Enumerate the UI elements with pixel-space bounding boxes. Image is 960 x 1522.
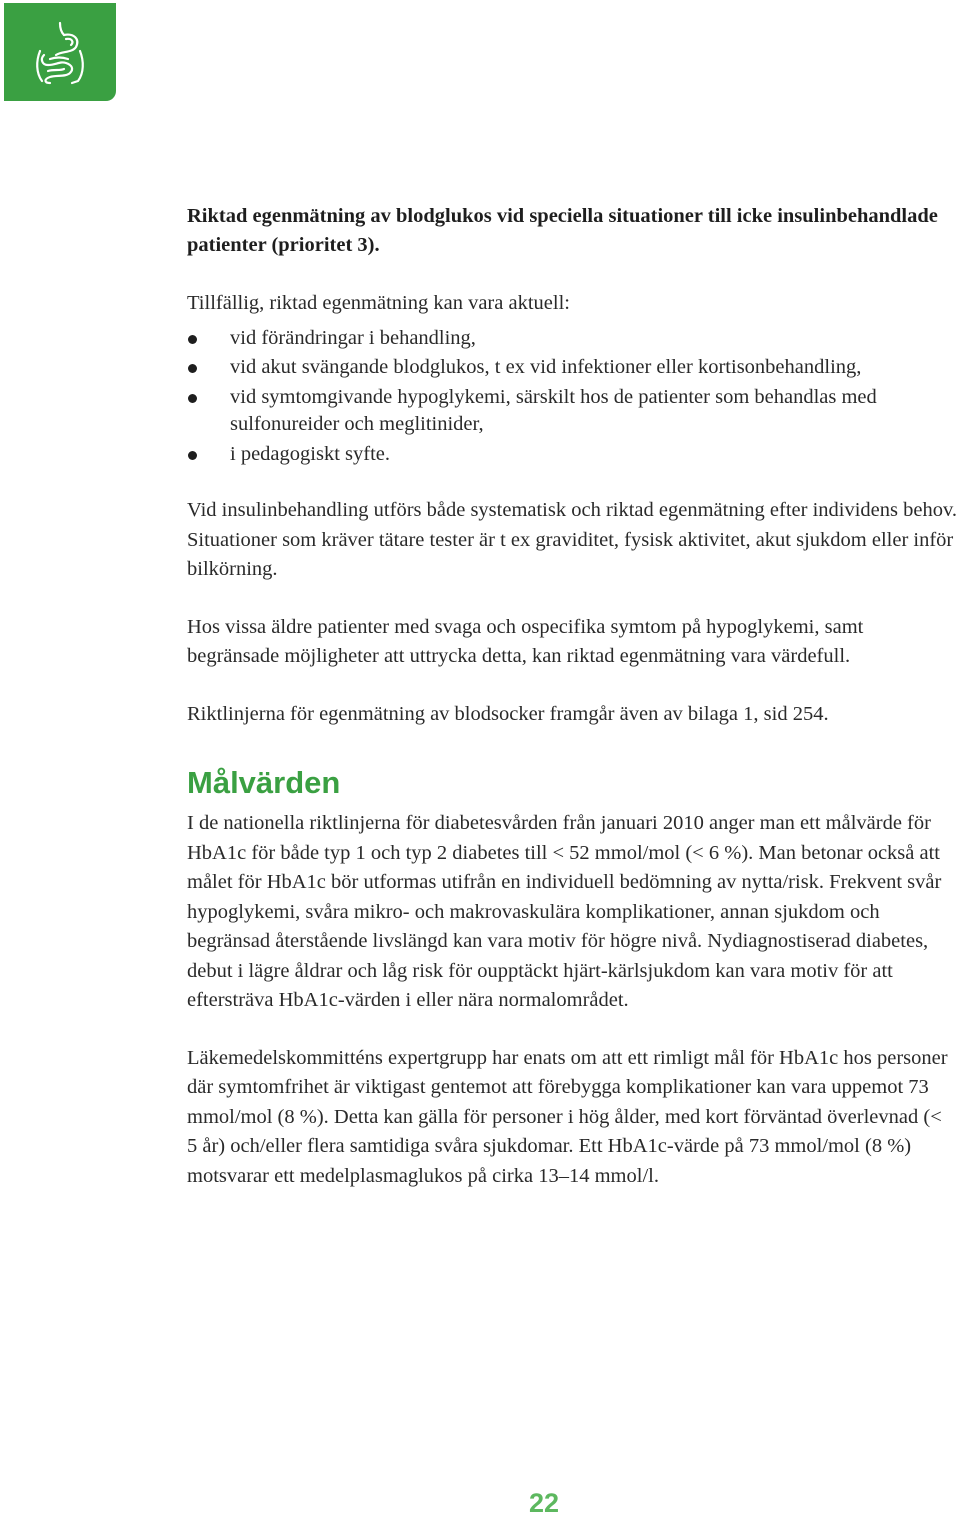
list-item: vid förändringar i behandling, — [187, 325, 957, 353]
paragraph-insulin: Vid insulinbehandling utförs både systematisk och riktad egenmätning efter individens behov. Situationer som kräver tätare tester är t ex graviditet, fysisk aktivitet, akut sjukdom eller inför bilkörning. — [187, 499, 958, 580]
list-item: vid symtomgivande hypoglykemi, särskilt hos de patienter som behandlas med sulfonureider och meglitinider, — [187, 384, 957, 439]
paragraph-guidelines: Riktlinjerna för egenmätning av blodsocker framgår även av bilaga 1, sid 254. — [187, 702, 829, 725]
intro-text: Tillfällig, riktad egenmätning kan vara aktuell: — [187, 292, 570, 314]
list-item: i pedagogiskt syfte. — [187, 441, 957, 469]
section-logo-tile — [4, 3, 116, 101]
paragraph-elderly: Hos vissa äldre patienter med svaga och ospecifika symtom på hypoglykemi, samt begränsade möjligheter att uttrycka detta, kan riktad egenmätning vara värdefull. — [187, 615, 864, 667]
paragraph-target-values: I de nationella riktlinjerna för diabetesvården från januari 2010 anger man ett målvärde för HbA1c för både typ 1 och typ 2 diabetes till < 52 mmol/mol (< 6 %). Man betonar också att målet för HbA1c bör utformas utifrån en individuell bedömning av nytta/risk. Frekvent svår hypoglykemi, svåra mikro- och makrovaskulära komplikationer, annan sjukdom och begränsad återstående livslängd kan vara motiv för högre nivå. Nydiagnostiserad diabetes, debut i lägre åldrar och låg risk för oupptäckt hjärt-kärlsjukdom kan vara motiv för att eftersträva HbA1c-värden i eller nära normalområdet. — [187, 812, 942, 1011]
subheading: Riktad egenmätning av blodglukos vid speciella situationer till icke insulinbehandlade patienter (prioritet 3). — [187, 205, 938, 256]
bullet-icon — [188, 364, 197, 373]
list-item: vid akut svängande blodglukos, t ex vid infektioner eller kortisonbehandling, — [187, 354, 957, 382]
section-title: Målvärden — [187, 765, 341, 800]
page-content — [187, 202, 957, 1219]
bullet-list — [187, 325, 957, 469]
bullet-icon — [188, 335, 197, 344]
page-number: 22 — [529, 1488, 560, 1518]
bullet-icon — [188, 451, 197, 460]
paragraph-expert-group: Läkemedelskommitténs expertgrupp har enats om att ett rimligt mål för HbA1c hos personer där symtomfrihet är viktigast gentemot att förebygga komplikationer kan vara uppemot 73 mmol/mol (8 %). Detta kan gälla för personer i hög ålder, med kort förväntad överlevnad (< 5 år) och/eller flera samtidiga svåra sjukdomar. Ett HbA1c-värde på 73 mmol/mol (8 %) motsvarar ett medelplasmaglukos på cirka 13–14 mmol/l. — [187, 1046, 948, 1187]
bullet-icon — [188, 394, 197, 403]
digestive-system-icon — [30, 21, 90, 85]
